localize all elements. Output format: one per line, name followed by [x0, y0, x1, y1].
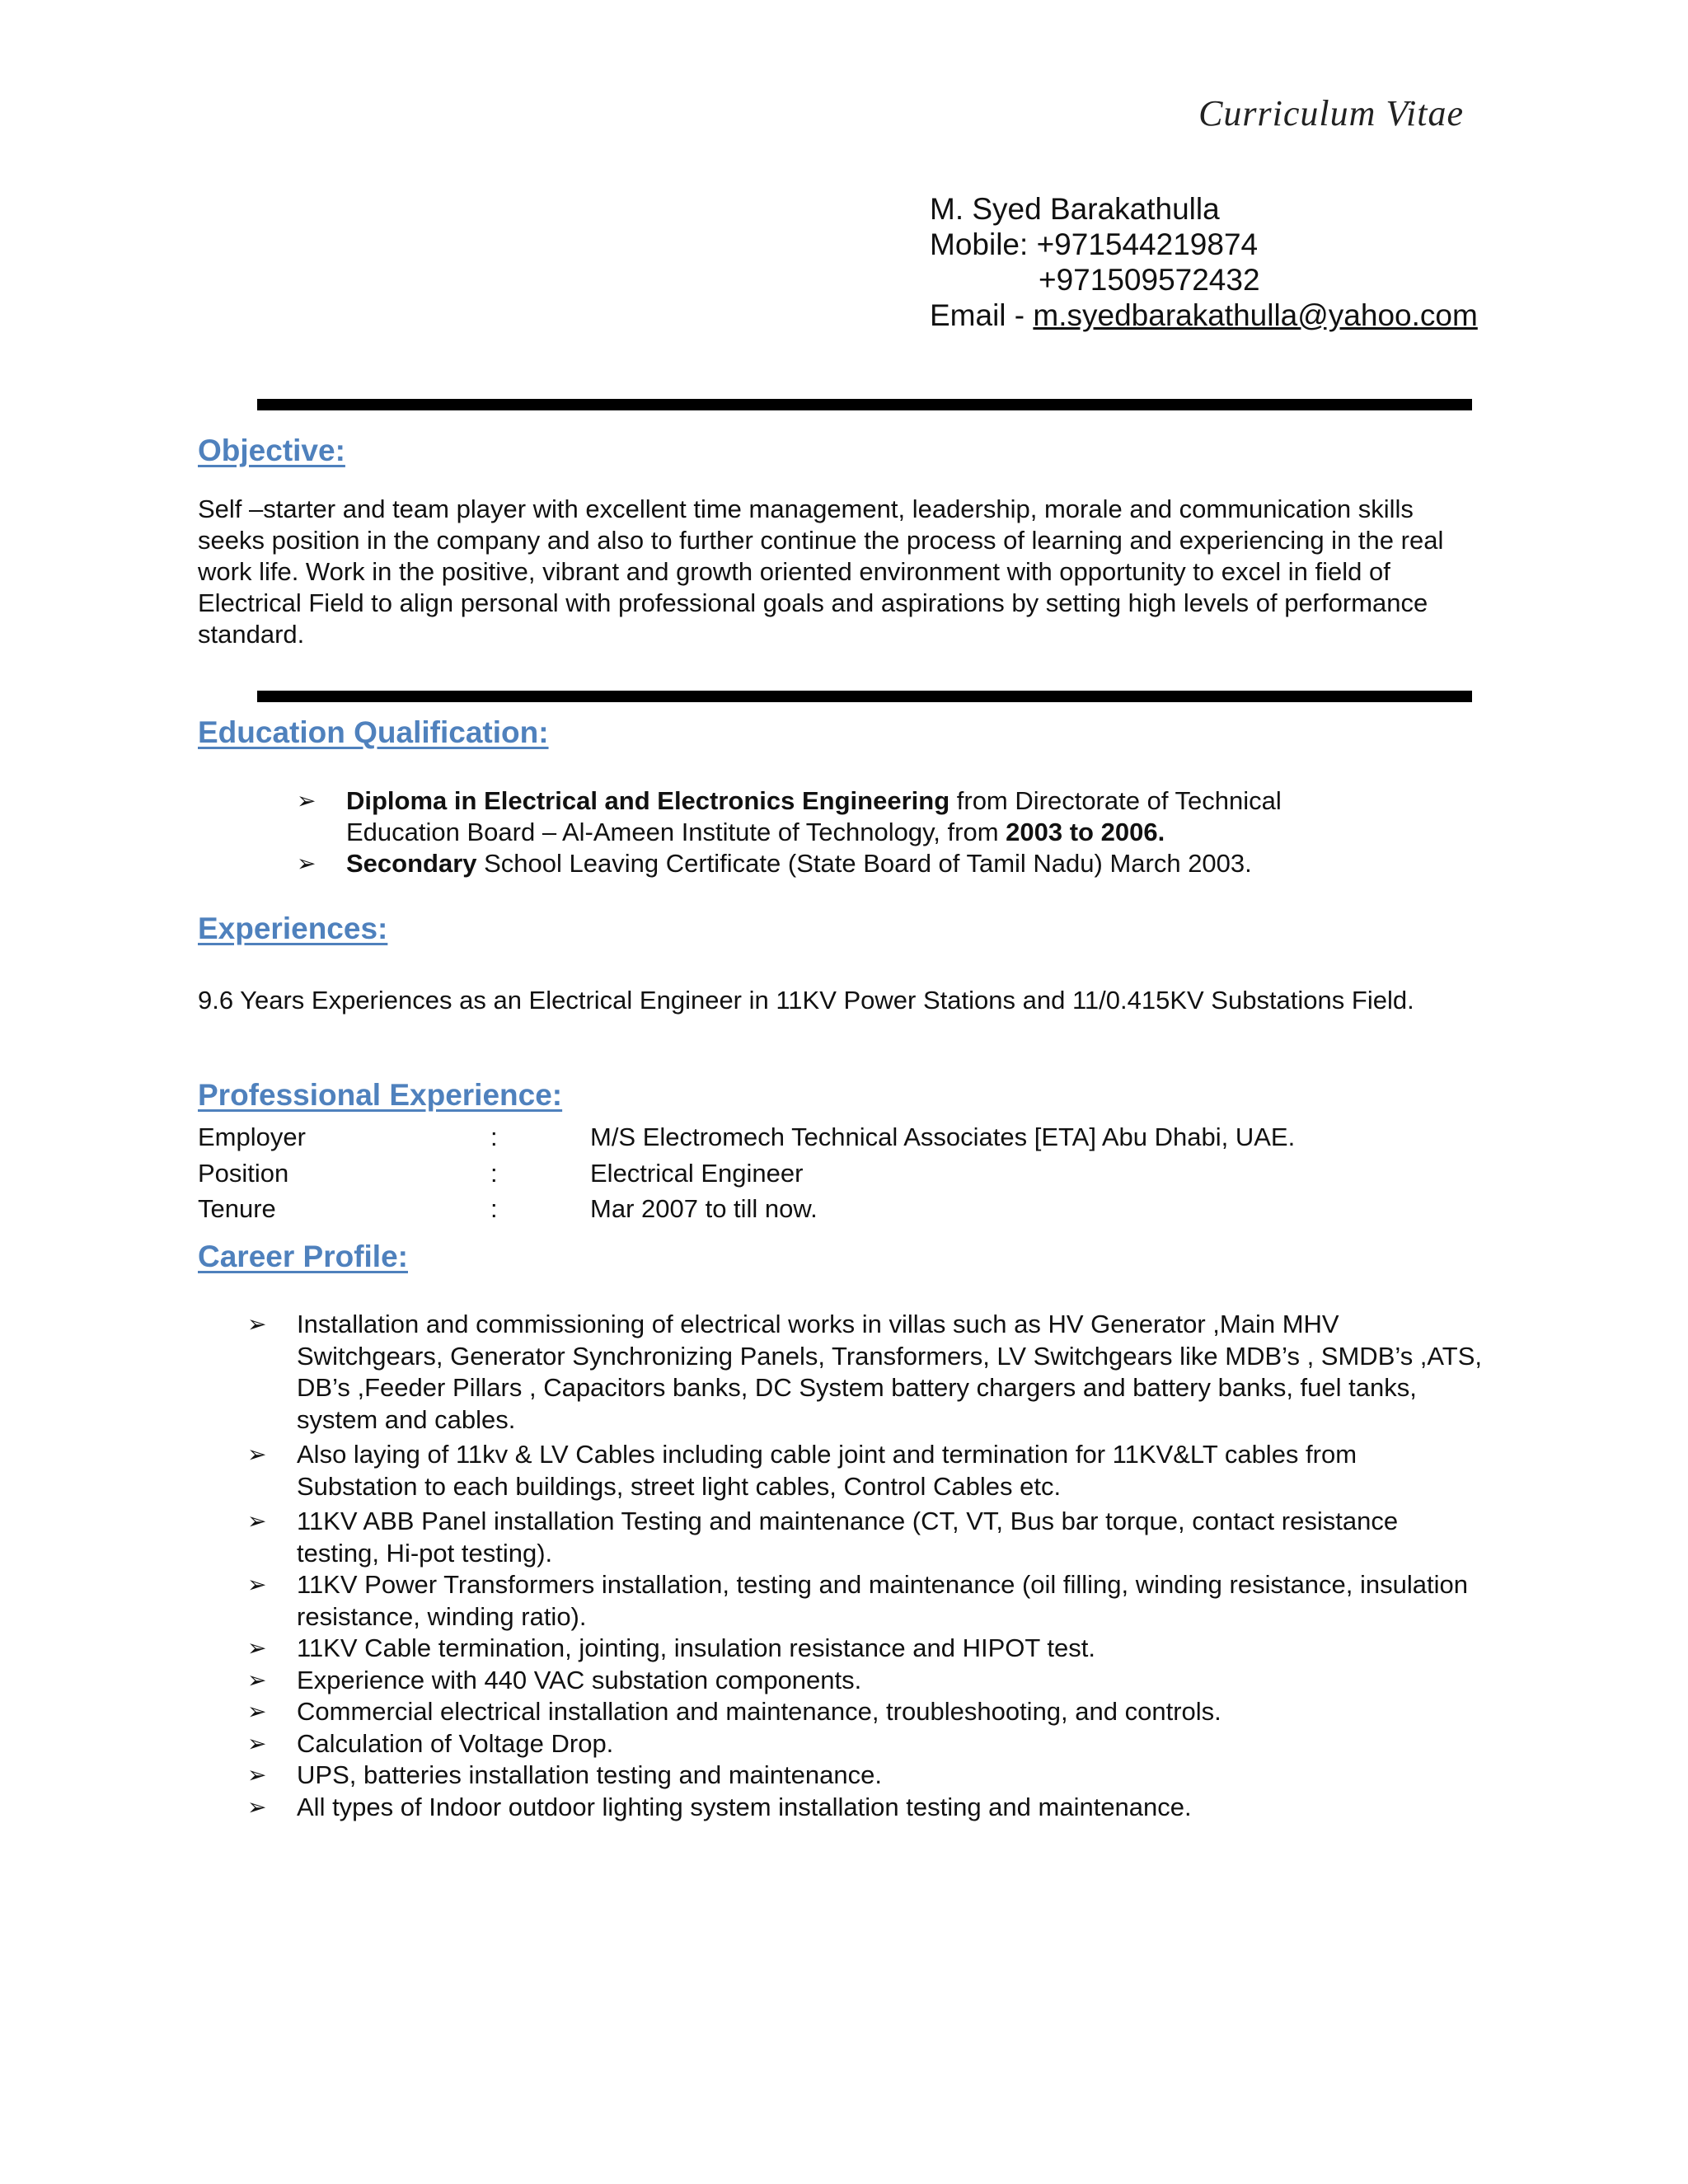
position-label: Position: [198, 1159, 289, 1188]
professional-heading: Professional Experience:: [198, 1078, 563, 1112]
document-title: Curriculum Vitae: [1198, 93, 1464, 134]
candidate-name: M. Syed Barakathulla: [930, 192, 1220, 226]
diploma-title: Diploma in Electrical and Electronics Engineering: [346, 786, 950, 815]
email-line: [930, 298, 1478, 333]
mobile-line: [930, 227, 1478, 262]
tenure-colon: :: [490, 1194, 498, 1223]
education-list: [297, 785, 1401, 879]
career-item: ➢ Installation and commissioning of electrical works in villas such as HV Generator ,Main MHV Switchgears, Generator Synchronizing Panels, Transformers, LV Switchgears like MDB’s , SMDB’s ,ATS, DB’s ,Feeder Pillars , Capacitors banks, DC System battery chargers and battery banks, fuel tanks, system and cables.: [247, 1309, 1484, 1436]
career-item: ➢ All types of Indoor outdoor lighting system installation testing and maintenance.: [247, 1792, 1484, 1824]
career-item: ➢ Experience with 440 VAC substation components.: [247, 1665, 1484, 1697]
experiences-heading: Experiences:: [198, 912, 388, 945]
career-item: ➢ 11KV Power Transformers installation, testing and maintenance (oil filling, winding resistance, insulation resistance, winding ratio).: [247, 1569, 1484, 1633]
experiences-text: 9.6 Years Experiences as an Electrical Engineer in 11KV Power Stations and 11/0.415KV Substations Field.: [198, 986, 1414, 1015]
career-heading: Career Profile:: [198, 1240, 408, 1273]
employer-value: M/S Electromech Technical Associates [ETA] Abu Dhabi, UAE.: [590, 1122, 1296, 1151]
secondary-details: School Leaving Certificate (State Board of Tamil Nadu) March 2003.: [476, 849, 1252, 878]
career-item: ➢ Also laying of 11kv & LV Cables including cable joint and termination for 11KV&LT cables from Substation to each buildings, street light cables, Control Cables etc.: [247, 1439, 1484, 1502]
contact-block: [930, 191, 1478, 333]
career-item: ➢ Commercial electrical installation and maintenance, troubleshooting, and controls.: [247, 1696, 1484, 1728]
diploma-details: from Directorate of Technical Education Board – Al-Ameen Institute of Technology, from: [346, 786, 1282, 846]
mobile-label: Mobile:: [930, 227, 1029, 261]
objective-text: Self –starter and team player with excellent time management, leadership, morale and communication skills seeks position in the company and also to further continue the process of learning and experiencing in the real work life. Work in the positive, vibrant and growth oriented environment with opportunity to excel in field of Electrical Field to align personal with professional goals and aspirations by setting high levels of performance standard.: [198, 494, 1444, 649]
diploma-years: 2003 to 2006.: [1006, 818, 1165, 846]
career-item: ➢ 11KV ABB Panel installation Testing and maintenance (CT, VT, Bus bar torque, contact resistance testing, Hi-pot testing).: [247, 1506, 1484, 1569]
education-item-secondary: [297, 848, 1401, 879]
objective-heading: Objective:: [198, 434, 345, 467]
phone-primary: +971544219874: [1036, 227, 1259, 261]
secondary-title: Secondary: [346, 849, 477, 878]
phone-secondary: +971509572432: [1039, 263, 1260, 297]
career-item: ➢ Calculation of Voltage Drop.: [247, 1728, 1484, 1760]
email-label: Email -: [930, 298, 1025, 332]
tenure-label: Tenure: [198, 1194, 276, 1223]
position-colon: :: [490, 1159, 498, 1188]
tenure-value: Mar 2007 to till now.: [590, 1194, 818, 1223]
career-list: [247, 1309, 1484, 1823]
education-heading: Education Qualification:: [198, 715, 549, 749]
email-link[interactable]: m.syedbarakathulla@yahoo.com: [1033, 298, 1478, 332]
employer-label: Employer: [198, 1122, 306, 1151]
position-value: Electrical Engineer: [590, 1159, 804, 1188]
career-item: ➢ 11KV Cable termination, jointing, insulation resistance and HIPOT test.: [247, 1633, 1484, 1665]
education-item-diploma: [297, 785, 1401, 848]
career-item: ➢ UPS, batteries installation testing and maintenance.: [247, 1760, 1484, 1792]
employer-colon: :: [490, 1122, 498, 1151]
divider-top: [257, 399, 1472, 410]
divider-middle: [257, 691, 1472, 702]
